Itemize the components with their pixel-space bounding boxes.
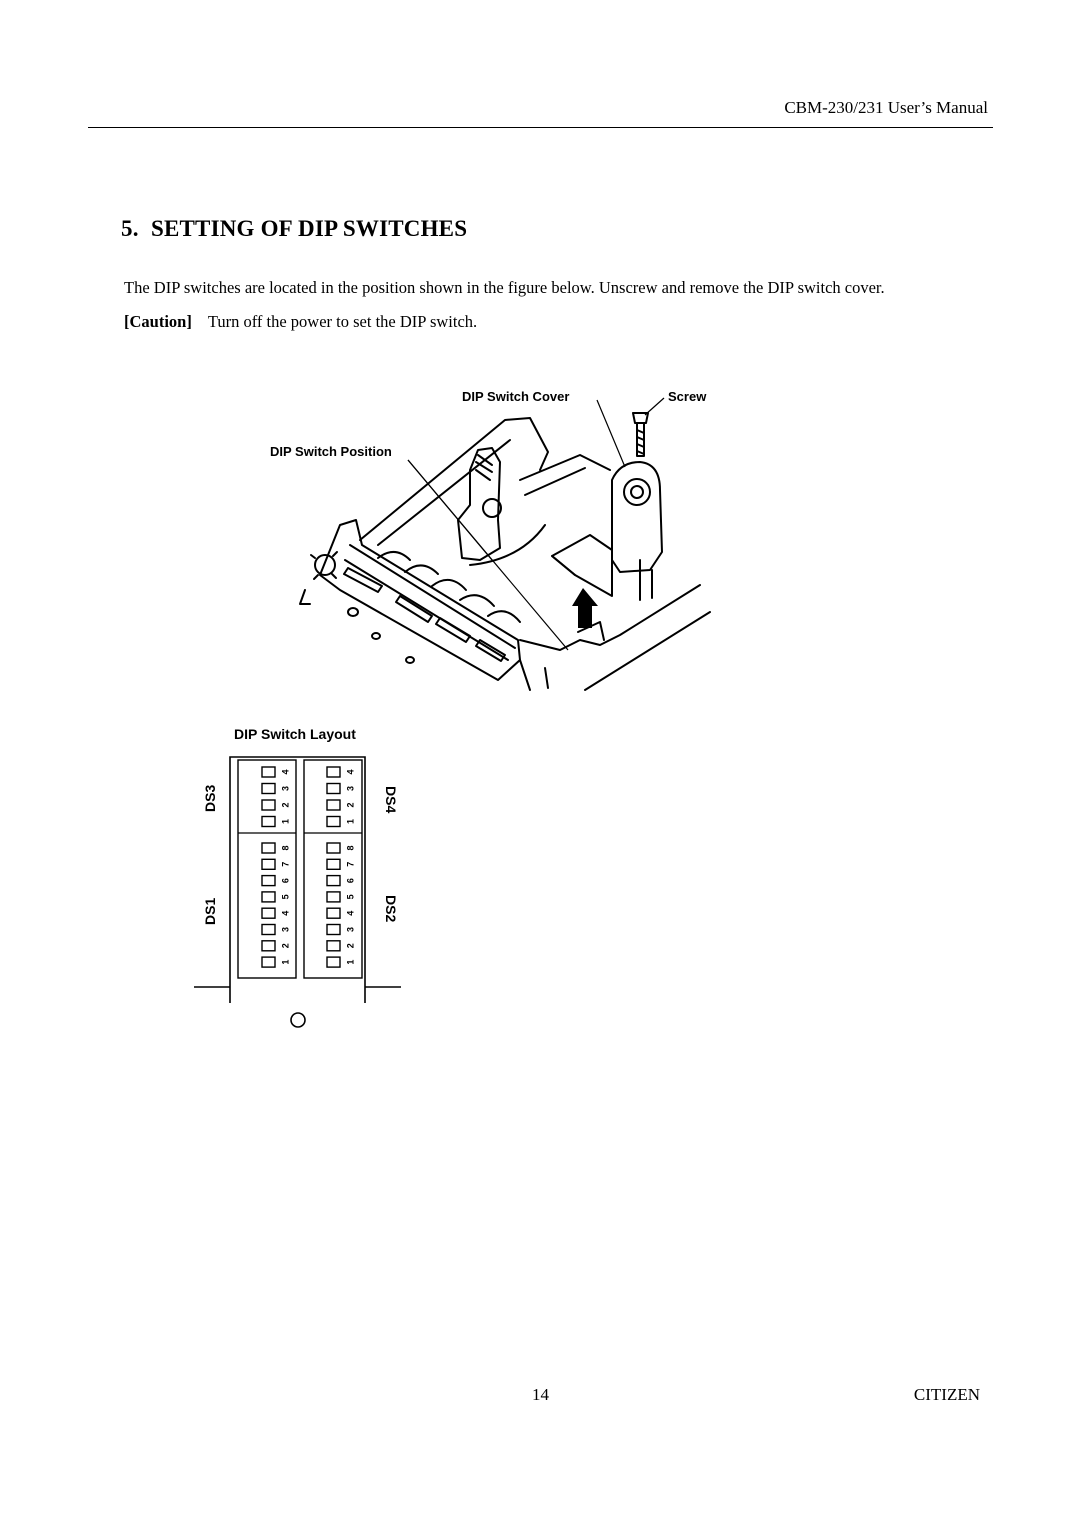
dip-switch-toggle (262, 817, 275, 827)
switch-number-label: 7 (345, 861, 356, 867)
leader-lines (408, 398, 664, 650)
dip-switch-cover-label: DIP Switch Cover (462, 389, 570, 404)
switch-number-label: 4 (345, 910, 356, 916)
dip-switch-toggle (262, 957, 275, 967)
switch-number-label: 3 (345, 785, 356, 792)
section-number: 5. (121, 216, 139, 241)
switch-number-label: 1 (345, 818, 356, 825)
dip-switch-toggle (327, 817, 340, 827)
switch-number-label: 6 (280, 878, 291, 884)
section-title (121, 216, 467, 242)
dip-switch-toggle (262, 876, 275, 886)
up-arrow-icon (572, 588, 598, 628)
switch-number-label: 1 (345, 959, 356, 965)
mounting-hole-icon (291, 1013, 305, 1027)
switch-number-label: 2 (345, 943, 356, 949)
intro-paragraph: The DIP switches are located in the position shown in the figure below. Unscrew and remove the DIP switch cover. (124, 278, 885, 297)
dip-switch-toggle (327, 843, 340, 853)
page-number: 14 (532, 1385, 549, 1404)
switch-number-label: 2 (280, 802, 291, 808)
dip-switch-toggle (327, 767, 340, 777)
dip-switch-toggle (262, 892, 275, 902)
switch-number-label: 4 (345, 769, 356, 775)
dip-switch-toggle (262, 925, 275, 935)
dip-switch-toggle (327, 784, 340, 794)
switch-number-label: 1 (280, 959, 291, 965)
switch-number-label: 3 (280, 926, 291, 933)
switch-number-label: 4 (280, 910, 291, 916)
switch-number-label: 4 (280, 769, 291, 775)
ds3-label: DS3 (202, 784, 218, 812)
switch-number-label: 8 (280, 845, 291, 851)
caution-label: [Caution] (124, 312, 192, 331)
dip-switch-toggle (262, 843, 275, 853)
switch-number-label: 6 (345, 878, 356, 884)
caution-paragraph (124, 312, 477, 332)
dip-switch-toggle (327, 908, 340, 918)
left-switch-column (238, 760, 296, 978)
dip-switch-toggle (262, 859, 275, 869)
switch-number-label: 2 (345, 802, 356, 808)
switch-number-label: 1 (280, 818, 291, 825)
ds4-label: DS4 (383, 786, 399, 814)
screw-label: Screw (668, 389, 707, 404)
switch-number-label: 3 (280, 785, 291, 792)
right-switch-column (304, 760, 362, 978)
switch-number-label: 3 (345, 926, 356, 933)
dip-switch-layout (194, 757, 401, 1027)
header-rule (88, 127, 993, 128)
switch-number-label: 2 (280, 943, 291, 949)
dip-switch-toggle (327, 800, 340, 810)
ds1-label: DS1 (202, 897, 218, 925)
dip-switch-toggle (262, 784, 275, 794)
dip-switch-toggle (327, 957, 340, 967)
switch-number-label: 5 (345, 894, 356, 900)
switch-number-label: 7 (280, 861, 291, 867)
dip-switch-toggle (327, 892, 340, 902)
switch-number-label: 5 (280, 894, 291, 900)
dip-switch-position-label: DIP Switch Position (270, 444, 392, 459)
dip-switch-toggle (327, 941, 340, 951)
switch-number-label: 8 (345, 845, 356, 851)
dip-switch-toggle (262, 767, 275, 777)
dip-switch-layout-label: DIP Switch Layout (234, 726, 356, 742)
dip-switch-toggle (327, 925, 340, 935)
dip-switch-toggle (327, 859, 340, 869)
printer-mechanism-illustration (300, 413, 710, 690)
dip-switch-toggle (262, 908, 275, 918)
ds2-label: DS2 (383, 895, 399, 923)
dip-switch-toggle (327, 876, 340, 886)
dip-switch-toggle (262, 941, 275, 951)
footer-brand: CITIZEN (913, 1385, 980, 1404)
caution-text: Turn off the power to set the DIP switch. (207, 312, 478, 331)
page-header: CBM-230/231 User’s Manual (784, 98, 988, 117)
section-title-text: SETTING OF DIP SWITCHES (150, 216, 468, 241)
dip-switch-toggle (262, 800, 275, 810)
